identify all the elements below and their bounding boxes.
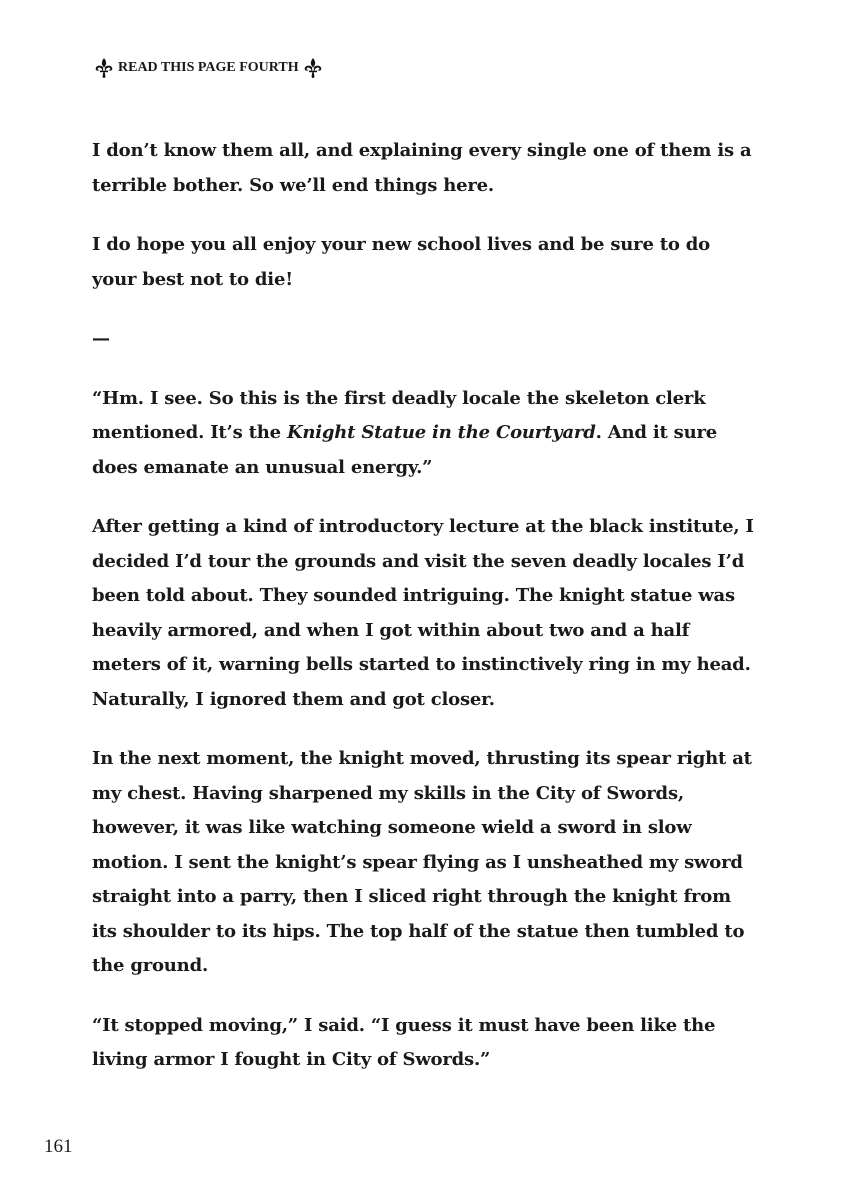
paragraph: I don’t know them all, and explaining every single one of them is a terrible bother. So we’ll end things here. — [92, 140, 752, 196]
fleur-de-lis-icon — [301, 56, 325, 80]
italic-place-name: Knight Statue in the Courtyard — [286, 422, 596, 443]
paragraph: “It stopped moving,” I said. “I guess it must have been like the living armor I fought in City of Swords.” — [92, 1014, 716, 1070]
fleur-de-lis-icon — [92, 56, 116, 80]
paragraph: In the next moment, the knight moved, thrusting its spear right at my chest. Having sharpened my skills in the City of Swords, however, it was like watching someone wield a sword in slow motion. I sent the knight’s spear flying as I unsheathed my sword straight into a parry, then I sliced right through the knight from its shoulder to its hips. The top half of the statue then tumbled to the ground. — [92, 748, 752, 976]
body-text — [92, 134, 760, 1103]
page-header — [92, 56, 325, 80]
paragraph-text: . And it sure does emanate an unusual energy.” — [92, 422, 717, 478]
page-number: 161 — [44, 1136, 73, 1157]
paragraph — [92, 382, 760, 486]
paragraph: After getting a kind of introductory lecture at the black institute, I decided I’d tour the grounds and visit the seven deadly locales I’d been told about. They sounded intriguing. The knight statue was heavily armored, and when I got within about two and a half meters of it, warning bells started to instinctively ring in my head. Naturally, I ignored them and got closer. — [92, 516, 754, 710]
paragraph: I do hope you all enjoy your new school lives and be sure to do your best not to die! — [92, 234, 710, 290]
header-title: READ THIS PAGE FOURTH — [118, 60, 299, 75]
scene-break: — — [92, 328, 110, 349]
paragraph-text: “Hm. I see. So this is the first deadly locale the skeleton clerk mentioned. It’s the — [92, 387, 706, 443]
